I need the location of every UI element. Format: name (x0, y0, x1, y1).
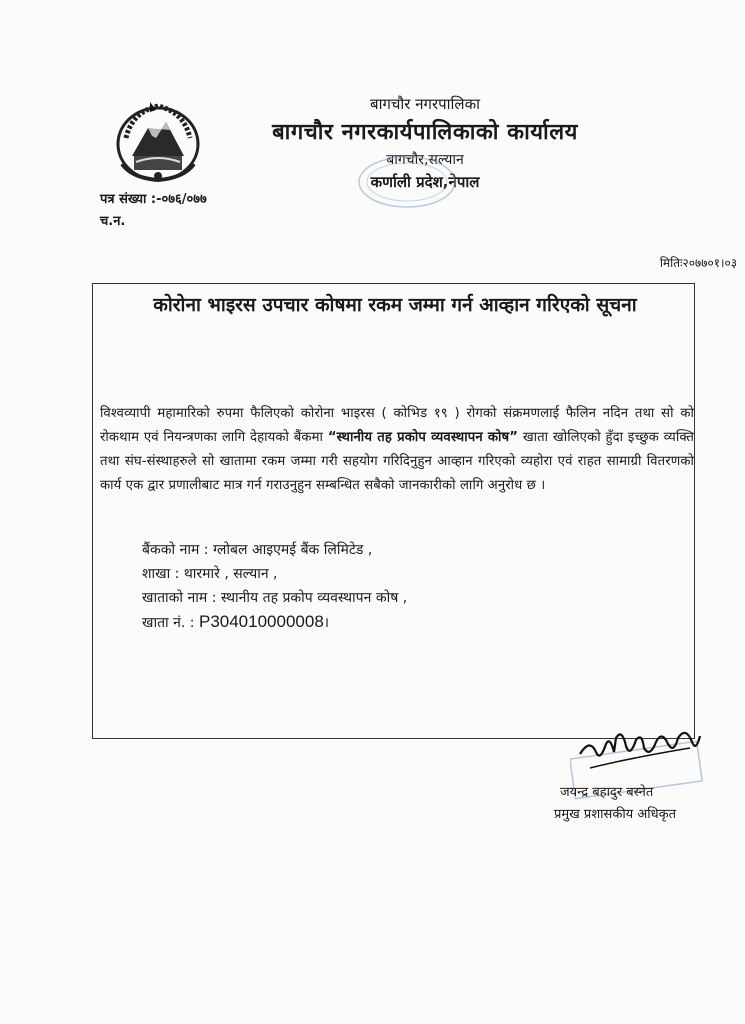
office-location: बागचौर,सल्यान (386, 152, 464, 168)
letter-date: मितिः२०७७०१।०३ (659, 256, 737, 270)
account-number-end: । (323, 615, 330, 631)
account-number-line (142, 610, 407, 635)
office-title: बागचौर नगरकार्यपालिकाको कार्यालय (272, 120, 578, 145)
letter-number: पत्र संख्या :-०७६/०७७ (100, 192, 207, 207)
bank-name: बैंकको नाम : ग्लोबल आइएमई बैंक लिमिटेड , (142, 542, 373, 558)
branch-name: शाखा : थारमारे , सल्यान , (142, 566, 278, 582)
handwritten-signature (570, 718, 720, 818)
body-text-part2: खाता खोलिएको हुँदा इच्छुक व्यक्ति तथा संघ-संस्थाहरुले सो खातामा रकम जम्मा गरी सहयोग गरिदिनुहुन आव्हान गरिएको व्यहोरा एवं राहत सामाग्री वितरणको कार्य एक द्वार प्रणालीबाट मात्र गर्न गराउनुहुन सम्बन्धित सबैको जानकारीको लागि अनुरोध छ । (100, 430, 695, 493)
notice-title: कोरोना भाइरस उपचार कोषमा रकम जम्मा गर्न आव्हान गरिएको सूचना (153, 294, 637, 316)
office-stamp (352, 152, 462, 212)
notice-body (100, 402, 694, 498)
body-text-part1: विश्वव्यापी महामारिको रुपमा फैलिएको कोरोना भाइरस ( कोभिड १९ ) रोगको संक्रमणलाई फैलिन नदिन तथा सो को रोकथाम एवं नियन्त्रणका लागि देहायको बैंकमा (100, 406, 694, 445)
province-name: कर्णाली प्रदेश,नेपाल (370, 173, 480, 191)
municipality-name: बागचौर नगरपालिका (370, 95, 480, 113)
account-number: P304010000008 (198, 612, 324, 631)
signatory-title: प्रमुख प्रशासकीय अधिकृत (554, 807, 677, 822)
account-name: खाताको नाम : स्थानीय तह प्रकोप व्यवस्थापन कोष , (142, 590, 408, 606)
bank-details (142, 538, 407, 635)
signatory-name: जयन्द्र बहादुर बस्नेत (560, 785, 654, 800)
fund-name-bold: “स्थानीय तह प्रकोप व्यवस्थापन कोष” (327, 430, 519, 445)
account-number-label: खाता नं. : (142, 615, 199, 631)
coat-of-arms-emblem (112, 98, 204, 184)
notice-frame (92, 283, 695, 739)
dispatch-number: च.न. (100, 214, 126, 229)
